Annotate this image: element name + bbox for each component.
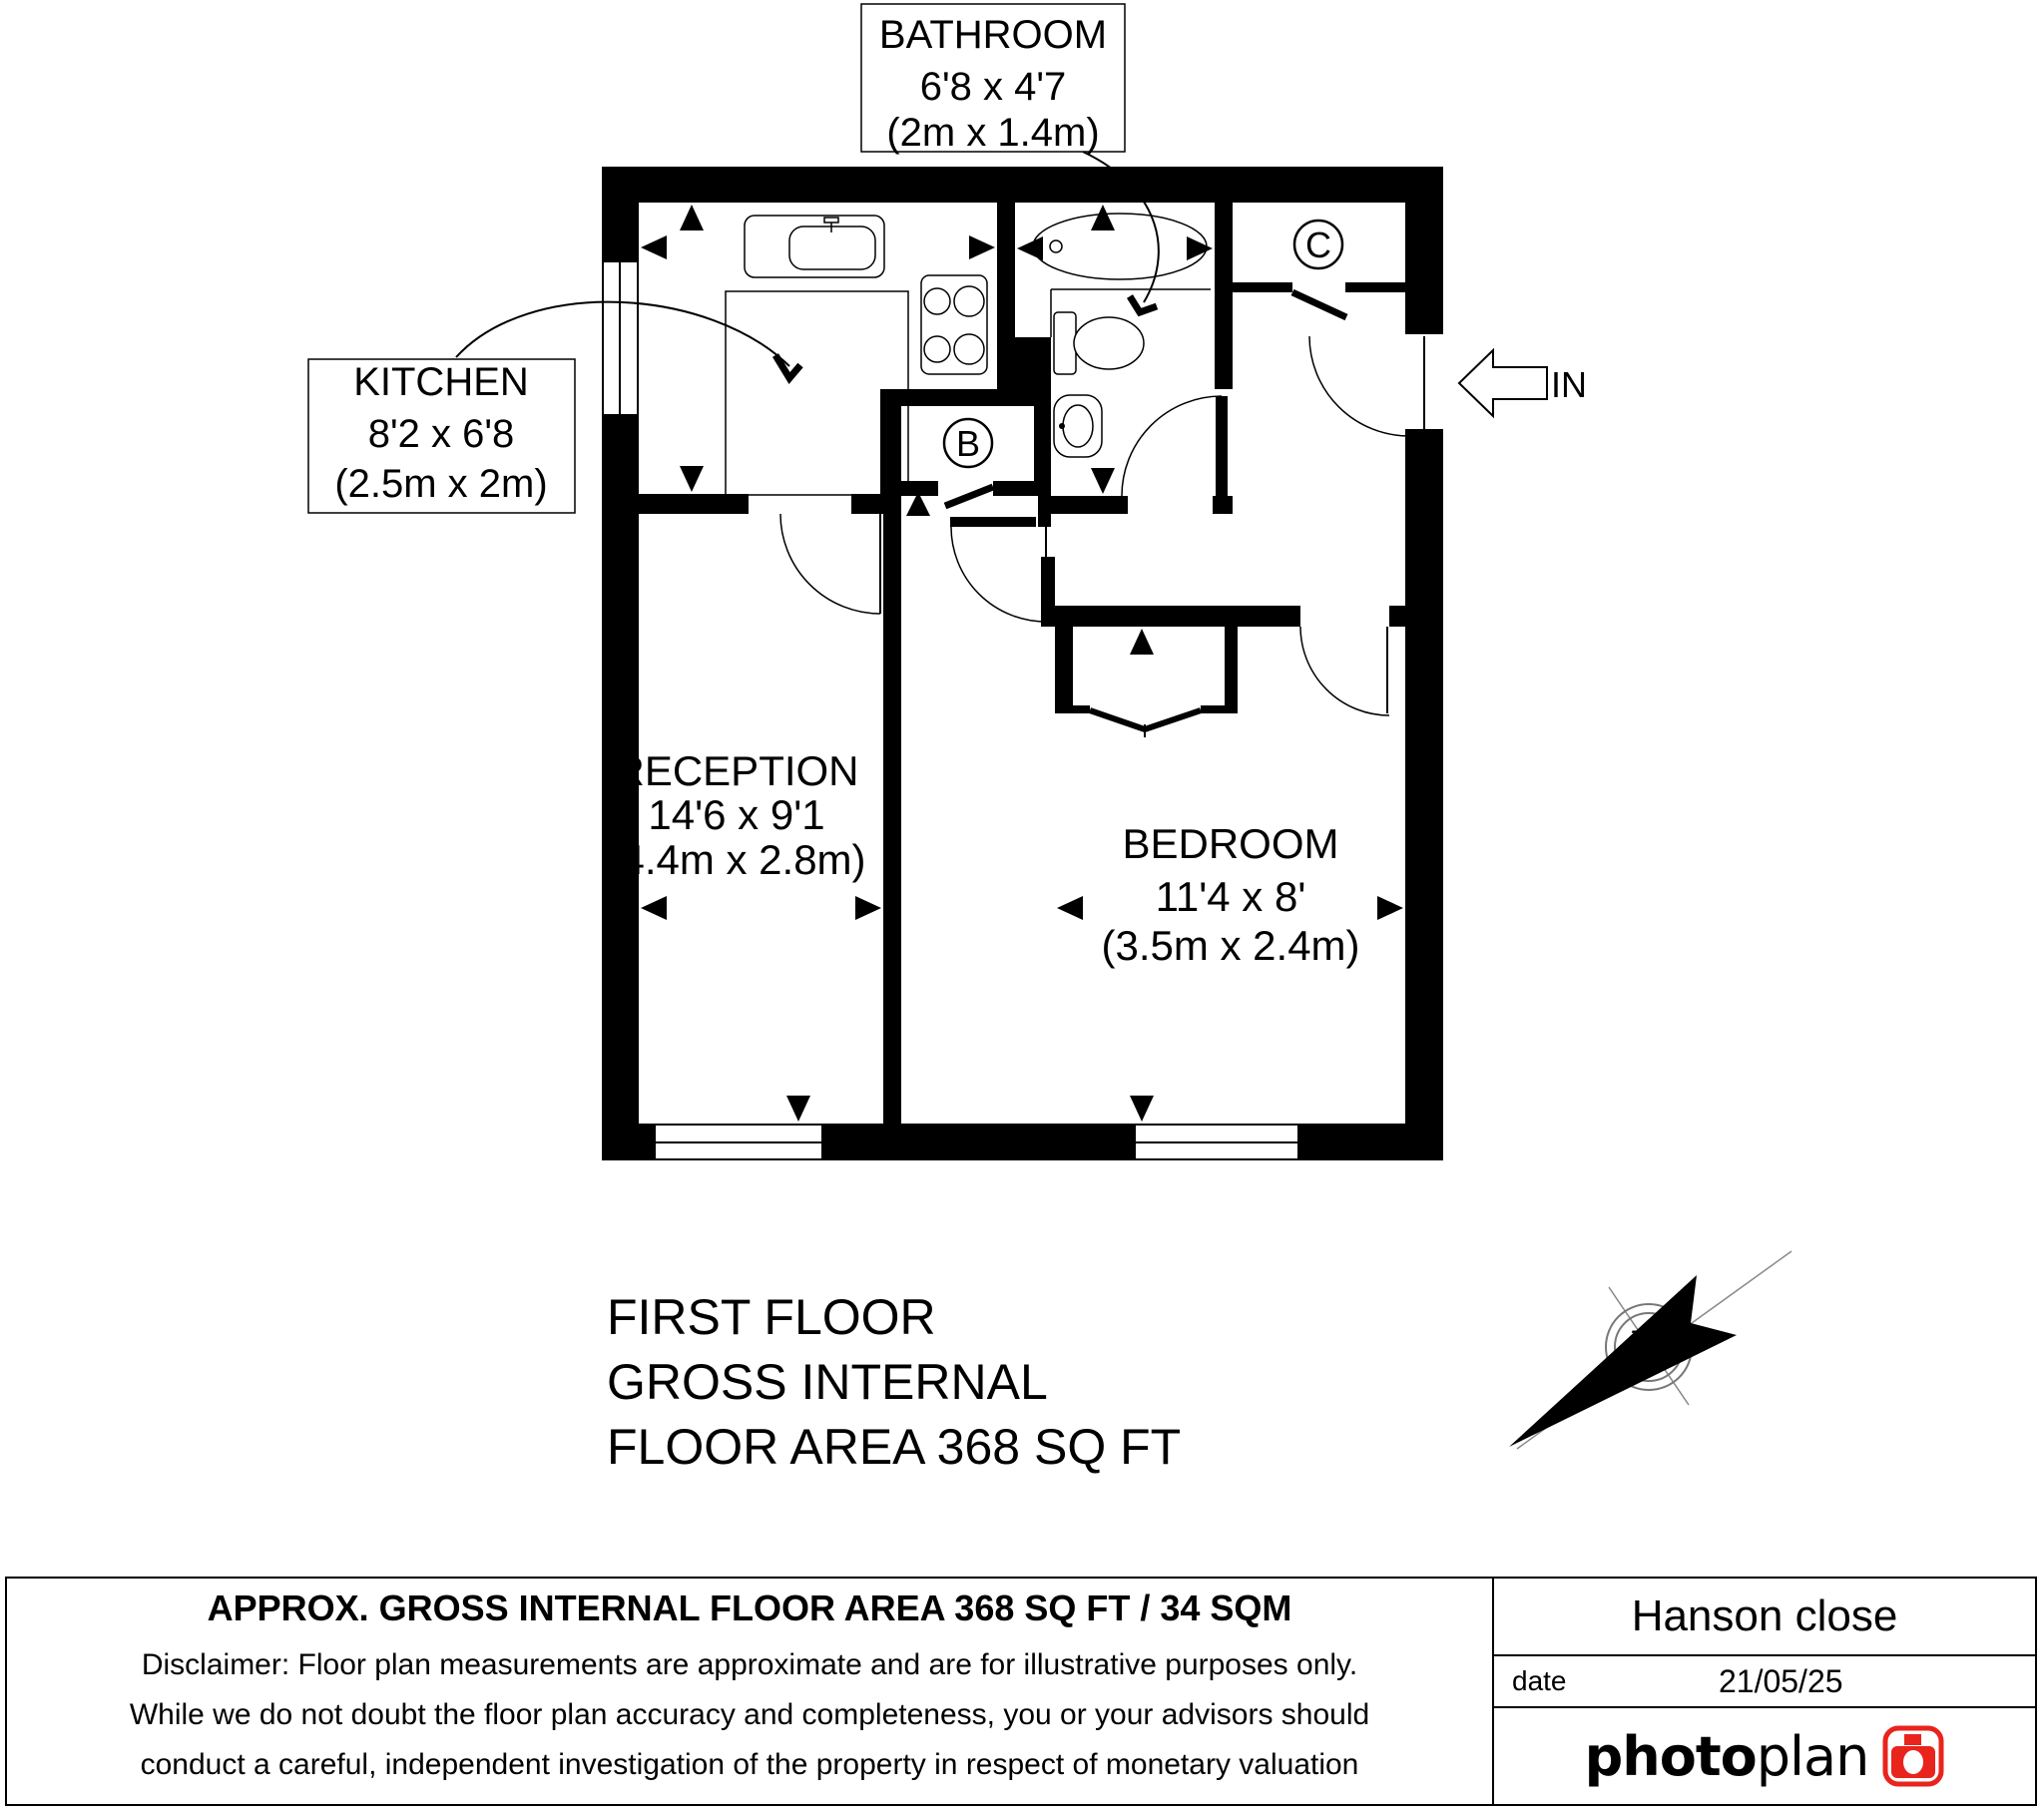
reception-dims-imperial: 14'6 x 9'1 (648, 791, 825, 838)
north-compass-icon (1509, 1251, 1791, 1449)
photoplan-wordmark: photoplan (1584, 1724, 1869, 1788)
bedroom-door-arc (1300, 627, 1389, 715)
bathroom-name: BATHROOM (878, 13, 1108, 57)
interior-walls (639, 203, 1405, 1124)
camera-icon (1882, 1725, 1944, 1787)
toilet-bowl (1074, 317, 1144, 369)
toilet-cistern (1054, 312, 1076, 374)
wardrobe-doors (1090, 710, 1201, 737)
bathroom-leader-arrowhead (1130, 296, 1157, 312)
front-door-arc (1309, 336, 1409, 436)
floor-summary-line3: FLOOR AREA 368 SQ FT (607, 1419, 1182, 1475)
exterior-walls (602, 167, 1443, 1160)
kitchen-dims-imperial: 8'2 x 6'8 (367, 412, 515, 456)
reception-label (607, 747, 865, 883)
bathroom-dims-imperial: 6'8 x 4'7 (919, 65, 1067, 109)
disclaimer-line: While we do not doubt the floor plan accuracy and completeness, you or your advisors should (129, 1698, 1370, 1731)
kitchen-label-box (308, 359, 575, 513)
basin-tap (1059, 423, 1065, 429)
disclaimer-text (130, 1630, 1369, 1790)
date-value: 21/05/25 (1718, 1662, 1843, 1699)
bath (1033, 214, 1207, 279)
footer-info-cell (1494, 1579, 2035, 1804)
reception-door-arc (951, 527, 1046, 622)
disclaimer-line: conduct a careful, independent investigation of the property in respect of monetary valuation (140, 1748, 1359, 1781)
bathroom-door-leaf (1216, 396, 1228, 496)
date-row (1494, 1656, 2035, 1708)
footer-table (5, 1577, 2037, 1806)
kitchen-door-arc (780, 514, 880, 614)
bedroom-label (1101, 820, 1359, 969)
kitchen-name: KITCHEN (353, 360, 529, 404)
cupboard-b-marker (944, 419, 992, 467)
reception-dims-metric: (4.4m x 2.8m) (607, 836, 866, 883)
kitchen-dims-metric: (2.5m x 2m) (334, 462, 548, 506)
bathroom-label-box (861, 4, 1125, 155)
kitchen-leader-arrowhead (775, 355, 800, 378)
bathroom-dims-metric: (2m x 1.4m) (886, 111, 1100, 155)
entrance-arrow-icon (1459, 350, 1587, 416)
footer-disclaimer-cell (7, 1579, 1494, 1804)
floor-summary (607, 1289, 1181, 1475)
property-address: Hanson close (1494, 1579, 2035, 1656)
disclaimer-line: Disclaimer: Floor plan measurements are approximate and are for illustrative purposes only. (141, 1648, 1358, 1681)
photoplan-logo (1494, 1708, 2035, 1804)
cupboard-c-door-leaf (1292, 292, 1346, 317)
cupboard-c-letter: C (1305, 225, 1331, 265)
bedroom-dims-imperial: 11'4 x 8' (1155, 873, 1306, 920)
cupboard-c-marker (1294, 221, 1342, 268)
sink-bowl (789, 227, 875, 269)
bedroom-name: BEDROOM (1122, 820, 1339, 867)
cupboard-b-letter: B (955, 423, 981, 464)
kitchen-leader-line (456, 302, 789, 366)
entrance-label: IN (1551, 364, 1587, 405)
reception-name: RECEPTION (614, 747, 859, 794)
date-label: date (1512, 1665, 1567, 1696)
bathroom-door-arc (1122, 396, 1222, 496)
bathroom-fixtures (1033, 214, 1211, 457)
floor-summary-line2: GROSS INTERNAL (607, 1354, 1048, 1410)
north-letter: N (1626, 1321, 1668, 1375)
cupboard-b-door-leaf (945, 487, 993, 506)
sink-tap (824, 218, 838, 223)
gross-area-title: APPROX. GROSS INTERNAL FLOOR AREA 368 SQ FT / 34 SQM (207, 1587, 1292, 1628)
floor-summary-line1: FIRST FLOOR (607, 1289, 936, 1345)
bedroom-dims-metric: (3.5m x 2.4m) (1101, 922, 1360, 969)
